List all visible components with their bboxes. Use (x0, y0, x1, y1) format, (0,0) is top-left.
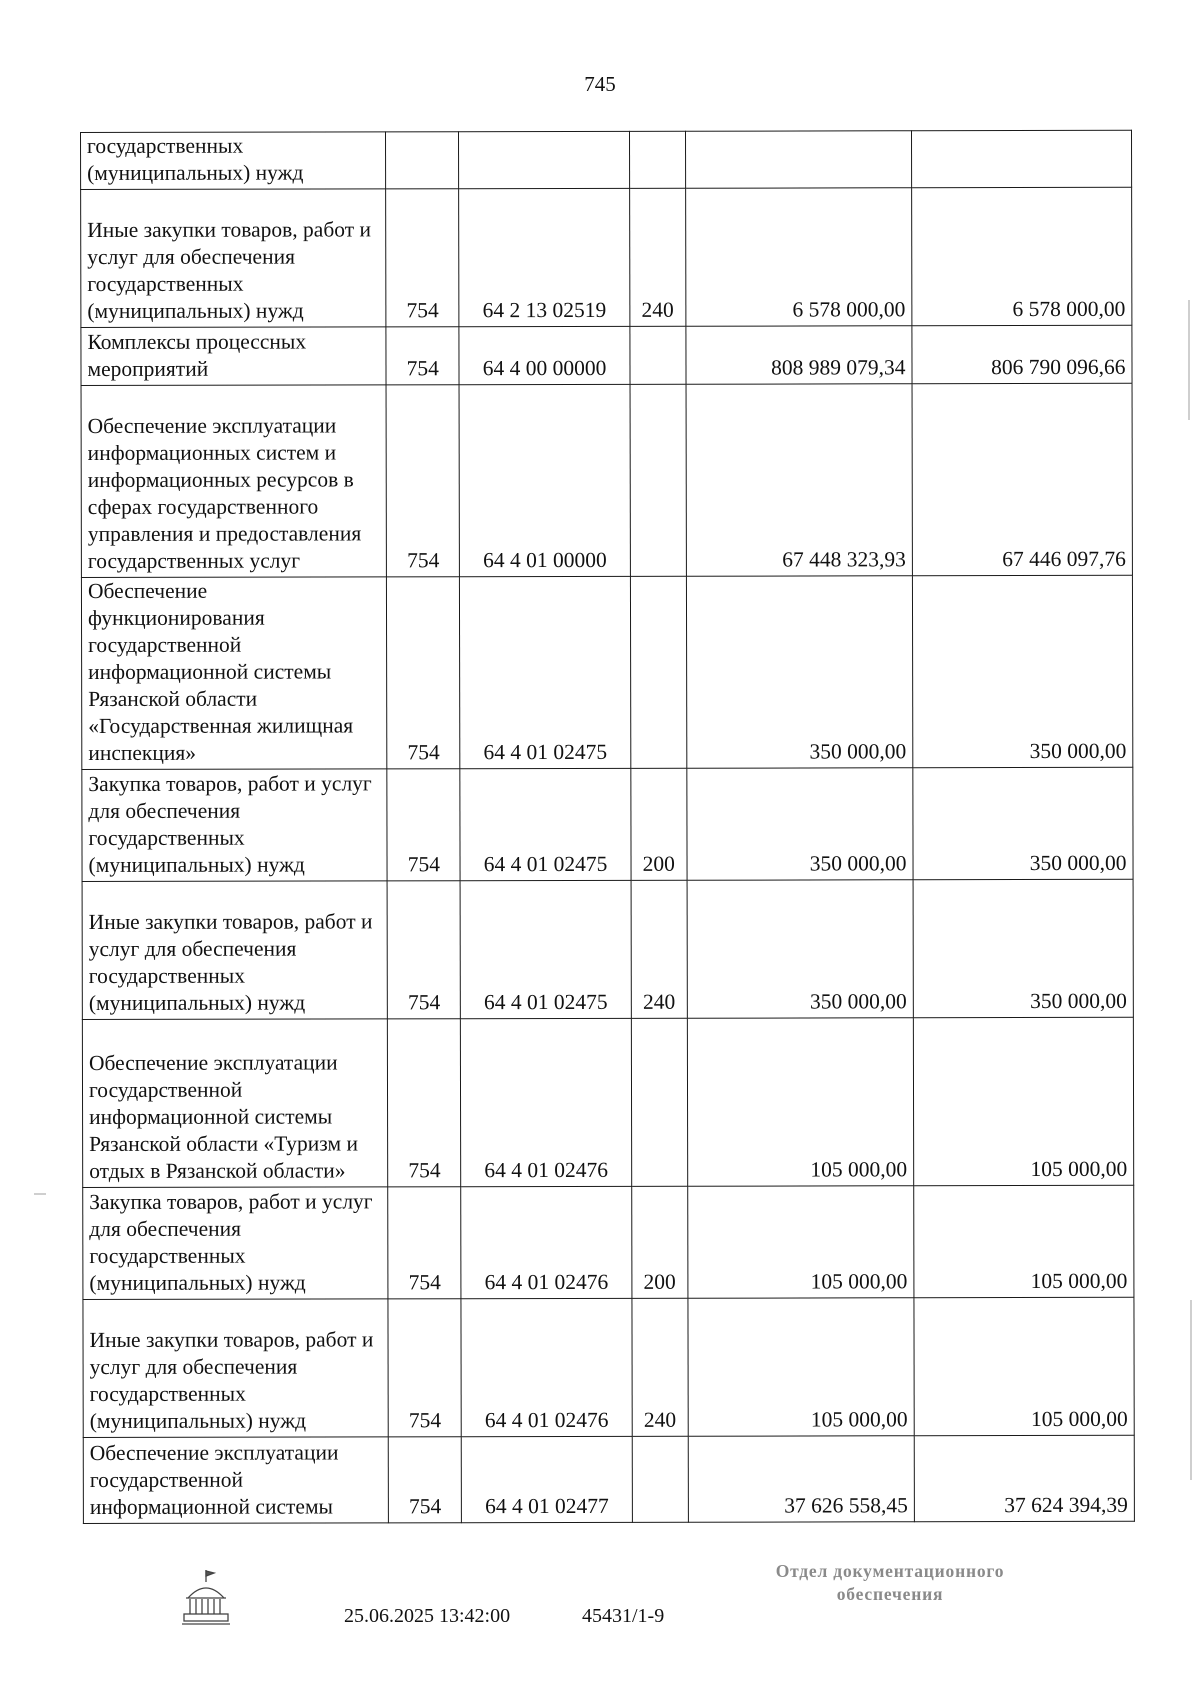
table-row (83, 1435, 1134, 1523)
row-vr (632, 1436, 688, 1522)
row-amount-1: 350 000,00 (687, 880, 914, 1018)
department-stamp (740, 1560, 1040, 1606)
row-vr: 240 (630, 188, 686, 326)
table-row (81, 325, 1132, 385)
registration-number: 45431/1-9 (582, 1605, 665, 1627)
table-row (81, 383, 1132, 577)
document-datetime: 25.06.2025 13:42:00 (344, 1605, 511, 1627)
row-vr: 240 (631, 880, 687, 1018)
table-row (82, 767, 1133, 881)
row-amount-2: 350 000,00 (912, 575, 1132, 767)
row-amount-1: 350 000,00 (686, 576, 913, 768)
row-vr: 200 (631, 768, 687, 880)
row-name: Обеспечение эксплуатации информационных систем и информационных ресурсов в сферах государственного управления и предоставления государственных услуг (81, 385, 387, 578)
scan-artifact (1188, 300, 1190, 420)
row-csr: 754 (388, 1299, 461, 1437)
table-row (83, 1185, 1134, 1299)
row-csr (386, 132, 459, 189)
row-csr: 754 (387, 769, 460, 881)
row-name: Комплексы процессных мероприятий (81, 327, 387, 386)
row-amount-1 (685, 131, 912, 188)
row-amount-2 (911, 130, 1131, 187)
row-csr: 754 (386, 385, 459, 577)
row-amount-2: 37 624 394,39 (914, 1435, 1134, 1521)
table-row (82, 879, 1133, 1019)
table-row (81, 575, 1132, 769)
row-code (459, 131, 630, 188)
row-code: 64 4 01 02476 (461, 1298, 632, 1436)
row-amount-1: 350 000,00 (686, 768, 913, 880)
row-amount-1: 105 000,00 (687, 1018, 914, 1186)
row-amount-1: 808 989 079,34 (685, 326, 912, 384)
row-csr: 754 (388, 1187, 461, 1299)
row-name: Иные закупки товаров, работ и услуг для обеспечения государственных (муниципальных) нужд (81, 189, 387, 328)
row-amount-1: 67 448 323,93 (686, 384, 913, 576)
row-code: 64 4 01 02475 (460, 768, 631, 880)
row-name: Обеспечение эксплуатации государственной информационной системы Рязанской области «Туризм и отдых в Рязанской области» (82, 1019, 388, 1188)
row-vr: 240 (632, 1298, 688, 1436)
stamp-line-2: обеспечения (836, 1584, 944, 1604)
row-name: Иные закупки товаров, работ и услуг для обеспечения государственных (муниципальных) нужд (83, 1299, 389, 1438)
row-amount-2: 105 000,00 (914, 1297, 1134, 1435)
table-row (83, 1297, 1134, 1437)
row-vr (631, 1018, 687, 1186)
row-name: Закупка товаров, работ и услуг для обеспечения государственных (муниципальных) нужд (82, 769, 388, 882)
row-name: Закупка товаров, работ и услуг для обеспечения государственных (муниципальных) нужд (83, 1187, 389, 1300)
row-vr (629, 131, 685, 188)
row-code: 64 4 01 00000 (459, 384, 630, 576)
duma-building-emblem-icon (178, 1568, 234, 1628)
row-amount-1: 37 626 558,45 (688, 1436, 915, 1522)
row-amount-2: 350 000,00 (913, 767, 1133, 879)
row-code: 64 4 01 02475 (460, 576, 631, 768)
row-csr: 754 (386, 327, 459, 385)
row-amount-2: 105 000,00 (913, 1017, 1133, 1185)
row-name: Иные закупки товаров, работ и услуг для обеспечения государственных (муниципальных) нужд (82, 881, 388, 1020)
row-code: 64 2 13 02519 (459, 188, 630, 326)
table-row (81, 130, 1132, 189)
page-number: 745 (584, 72, 616, 96)
row-vr (630, 326, 686, 384)
row-code: 64 4 01 02476 (460, 1018, 631, 1186)
row-amount-2: 67 446 097,76 (912, 383, 1132, 575)
row-amount-1: 6 578 000,00 (685, 188, 912, 326)
row-csr: 754 (386, 189, 459, 327)
row-vr (630, 384, 686, 576)
row-vr (630, 576, 686, 768)
row-name: Обеспечение функционирования государственной информационной системы Рязанской области «Государственная жилищная инспекция» (81, 577, 387, 770)
stamp-line-1: Отдел документационного (775, 1561, 1005, 1581)
row-amount-1: 105 000,00 (687, 1186, 914, 1298)
row-amount-2: 806 790 096,66 (912, 325, 1132, 383)
row-csr: 754 (388, 881, 461, 1019)
row-csr: 754 (389, 1437, 462, 1523)
row-amount-1: 105 000,00 (687, 1298, 914, 1436)
row-code: 64 4 01 02476 (461, 1186, 632, 1298)
row-csr: 754 (388, 1019, 461, 1187)
row-code: 64 4 01 02477 (461, 1436, 632, 1522)
row-amount-2: 350 000,00 (913, 879, 1133, 1017)
table-row (82, 1017, 1133, 1187)
table-row (81, 187, 1132, 327)
row-code: 64 4 00 00000 (459, 326, 630, 384)
row-code: 64 4 01 02475 (460, 880, 631, 1018)
row-amount-2: 105 000,00 (914, 1185, 1134, 1297)
scan-artifact (1190, 1300, 1192, 1480)
row-csr: 754 (387, 577, 460, 769)
row-vr: 200 (632, 1186, 688, 1298)
scan-artifact (34, 1193, 46, 1195)
row-name: государственных (муниципальных) нужд (81, 132, 387, 190)
row-amount-2: 6 578 000,00 (912, 187, 1132, 325)
budget-table (80, 130, 1135, 1524)
row-name: Обеспечение эксплуатации государственной информационной системы (83, 1437, 389, 1524)
